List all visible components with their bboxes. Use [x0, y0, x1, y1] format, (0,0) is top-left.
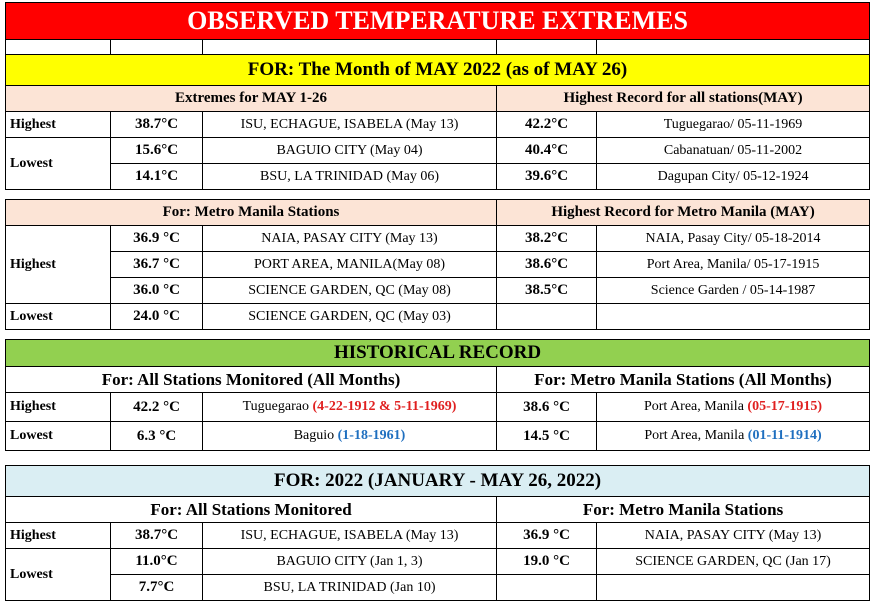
- may-extremes-header: Extremes for MAY 1-26: [6, 86, 497, 112]
- record-value: 14.5 °C: [497, 422, 597, 451]
- metro-value: 19.0 °C: [497, 549, 597, 575]
- metro-record-header: Highest Record for Metro Manila (MAY): [497, 200, 870, 226]
- station-name: SCIENCE GARDEN, QC (May 03): [203, 304, 497, 330]
- table-row: [6, 278, 870, 304]
- metro-value: 36.9 °C: [497, 523, 597, 549]
- may-banner: FOR: The Month of MAY 2022 (as of MAY 26): [6, 55, 870, 86]
- station-name: [203, 393, 497, 422]
- record-date: (1-18-1961): [337, 428, 406, 443]
- table-row: [6, 138, 870, 164]
- row-label: Lowest: [6, 138, 111, 190]
- historical-all-header: For: All Stations Monitored (All Months): [6, 367, 497, 393]
- station-name: BAGUIO CITY (Jan 1, 3): [203, 549, 497, 575]
- row-label: Lowest: [6, 304, 111, 330]
- row-label: Highest: [6, 393, 111, 422]
- table-row: [6, 575, 870, 601]
- temp-value: 15.6°C: [111, 138, 203, 164]
- row-label: Highest: [6, 226, 111, 304]
- record-value: [497, 304, 597, 330]
- station-text: Port Area, Manila: [644, 428, 748, 443]
- record-station: Port Area, Manila/ 05-17-1915: [597, 252, 870, 278]
- record-value: 38.6°C: [497, 252, 597, 278]
- table-row: [6, 523, 870, 549]
- year-banner: FOR: 2022 (JANUARY - MAY 26, 2022): [6, 466, 870, 497]
- metro-header: For: Metro Manila Stations: [6, 200, 497, 226]
- record-value: 38.6 °C: [497, 393, 597, 422]
- row-label: Lowest: [6, 422, 111, 451]
- station-name: BAGUIO CITY (May 04): [203, 138, 497, 164]
- may-record-header: Highest Record for all stations(MAY): [497, 86, 870, 112]
- historical-metro-header: For: Metro Manila Stations (All Months): [497, 367, 870, 393]
- extremes-table: [5, 2, 870, 601]
- table-row: [6, 304, 870, 330]
- temp-value: 38.7°C: [111, 112, 203, 138]
- table-row: [6, 422, 870, 451]
- record-station: Tuguegarao/ 05-11-1969: [597, 112, 870, 138]
- record-station: Science Garden / 05-14-1987: [597, 278, 870, 304]
- temp-value: 6.3 °C: [111, 422, 203, 451]
- table-row: [6, 226, 870, 252]
- temp-value: 42.2 °C: [111, 393, 203, 422]
- table-row: [6, 393, 870, 422]
- year-all-header: For: All Stations Monitored: [6, 497, 497, 523]
- record-station: [597, 422, 870, 451]
- record-station: [597, 393, 870, 422]
- row-label: Lowest: [6, 549, 111, 601]
- table-row: [6, 549, 870, 575]
- station-text: Tuguegarao: [242, 399, 313, 414]
- table-row: [6, 164, 870, 190]
- temp-value: 7.7°C: [111, 575, 203, 601]
- record-station: NAIA, Pasay City/ 05-18-2014: [597, 226, 870, 252]
- temp-value: 36.7 °C: [111, 252, 203, 278]
- historical-banner: HISTORICAL RECORD: [6, 340, 870, 367]
- station-text: Port Area, Manila: [643, 399, 748, 414]
- metro-station: [597, 575, 870, 601]
- record-value: 42.2°C: [497, 112, 597, 138]
- temp-value: 14.1°C: [111, 164, 203, 190]
- record-station: [597, 304, 870, 330]
- metro-station: NAIA, PASAY CITY (May 13): [597, 523, 870, 549]
- station-name: SCIENCE GARDEN, QC (May 08): [203, 278, 497, 304]
- record-date: (01-11-1914): [747, 428, 822, 443]
- temp-value: 36.0 °C: [111, 278, 203, 304]
- station-name: ISU, ECHAGUE, ISABELA (May 13): [203, 523, 497, 549]
- table-row: [6, 252, 870, 278]
- record-station: Cabanatuan/ 05-11-2002: [597, 138, 870, 164]
- table-row: [6, 112, 870, 138]
- station-text: Baguio: [293, 428, 338, 443]
- station-name: ISU, ECHAGUE, ISABELA (May 13): [203, 112, 497, 138]
- temp-value: 11.0°C: [111, 549, 203, 575]
- year-metro-header: For: Metro Manila Stations: [497, 497, 870, 523]
- record-value: 39.6°C: [497, 164, 597, 190]
- record-date: (05-17-1915): [747, 399, 823, 414]
- station-name: [203, 422, 497, 451]
- record-value: 40.4°C: [497, 138, 597, 164]
- record-value: 38.2°C: [497, 226, 597, 252]
- row-label: Highest: [6, 523, 111, 549]
- temp-value: 38.7°C: [111, 523, 203, 549]
- station-name: BSU, LA TRINIDAD (May 06): [203, 164, 497, 190]
- station-name: PORT AREA, MANILA(May 08): [203, 252, 497, 278]
- metro-station: SCIENCE GARDEN, QC (Jan 17): [597, 549, 870, 575]
- record-value: 38.5°C: [497, 278, 597, 304]
- temp-value: 36.9 °C: [111, 226, 203, 252]
- page-title: OBSERVED TEMPERATURE EXTREMES: [6, 3, 870, 40]
- record-station: Dagupan City/ 05-12-1924: [597, 164, 870, 190]
- temp-value: 24.0 °C: [111, 304, 203, 330]
- station-name: NAIA, PASAY CITY (May 13): [203, 226, 497, 252]
- station-name: BSU, LA TRINIDAD (Jan 10): [203, 575, 497, 601]
- row-label: Highest: [6, 112, 111, 138]
- record-date: (4-22-1912 & 5-11-1969): [312, 399, 457, 414]
- metro-value: [497, 575, 597, 601]
